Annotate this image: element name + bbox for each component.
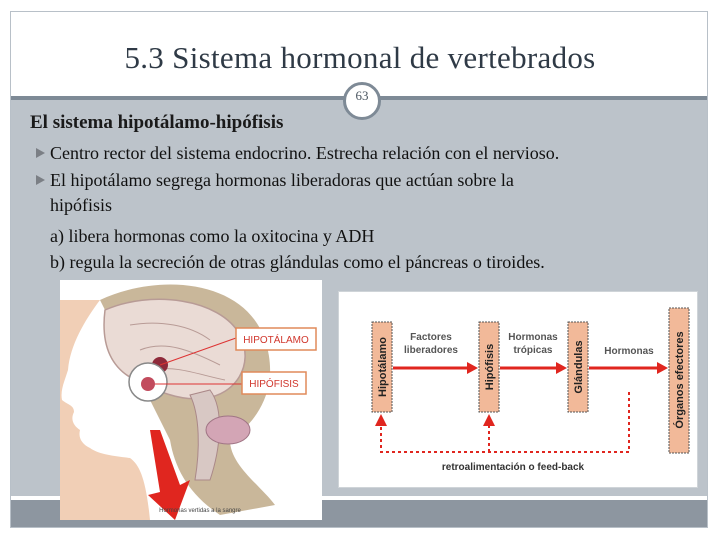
slide-title: 5.3 Sistema hormonal de vertebrados (124, 40, 596, 75)
arrow1-label-line1: Factores (410, 332, 452, 343)
page-number: 63 (355, 88, 369, 103)
hair-tie (206, 416, 250, 444)
bullet-item (50, 143, 559, 164)
pituitary-box-label: Hipófisis (484, 343, 496, 391)
head-anatomy-illustration (60, 280, 322, 520)
sub-point: b) regula la secreción de otras glándulas como el páncreas o tiroides. (50, 252, 545, 272)
bullet-arrow-icon (36, 175, 45, 185)
pituitary-spot (141, 377, 155, 391)
head-illustration-svg (60, 280, 322, 520)
hypothalamus-label: HIPOTÁLAMO (243, 335, 309, 346)
arrow2-label-line1: Hormonas (508, 332, 558, 343)
section-subtitle: El sistema hipotálamo-hipófisis (30, 112, 284, 133)
bullet-text: El hipotálamo segrega hormonas liberadoras que actúan sobre la (50, 170, 514, 190)
feedback-loop-to-hypothalamus (381, 392, 629, 452)
glands-box-label: Glándulas (573, 340, 585, 394)
sub-point: a) libera hormonas como la oxitocina y ADH (50, 226, 375, 246)
pituitary-label: HIPÓFISIS (249, 379, 299, 390)
hypothalamus-box-label: Hipotálamo (377, 337, 389, 397)
arrow3-label: Hormonas (604, 346, 654, 357)
arrow-head-icon (657, 362, 668, 374)
bullet-continuation: hipófisis (50, 195, 113, 215)
arrow-head-icon (556, 362, 567, 374)
flow-diagram-svg (339, 292, 699, 489)
feedback-label: retroalimentación o feed-back (441, 462, 585, 473)
arrow-head-icon (467, 362, 478, 374)
bullet-arrow-icon (36, 148, 45, 158)
arrow-head-icon (483, 414, 495, 426)
arrow-head-icon (375, 414, 387, 426)
arrow1-label-line2: liberadores (404, 345, 458, 356)
bullet-text: Centro rector del sistema endocrino. Estrecha relación con el nervioso. (50, 143, 560, 163)
effectors-box-label: Órganos efectores (674, 331, 686, 429)
bullet-item (50, 170, 514, 191)
hormone-flow-diagram (338, 291, 698, 488)
arrow2-label-line2: trópicas (513, 345, 553, 356)
illustration-caption: Hormonas vertidas a la sangre (159, 508, 241, 514)
